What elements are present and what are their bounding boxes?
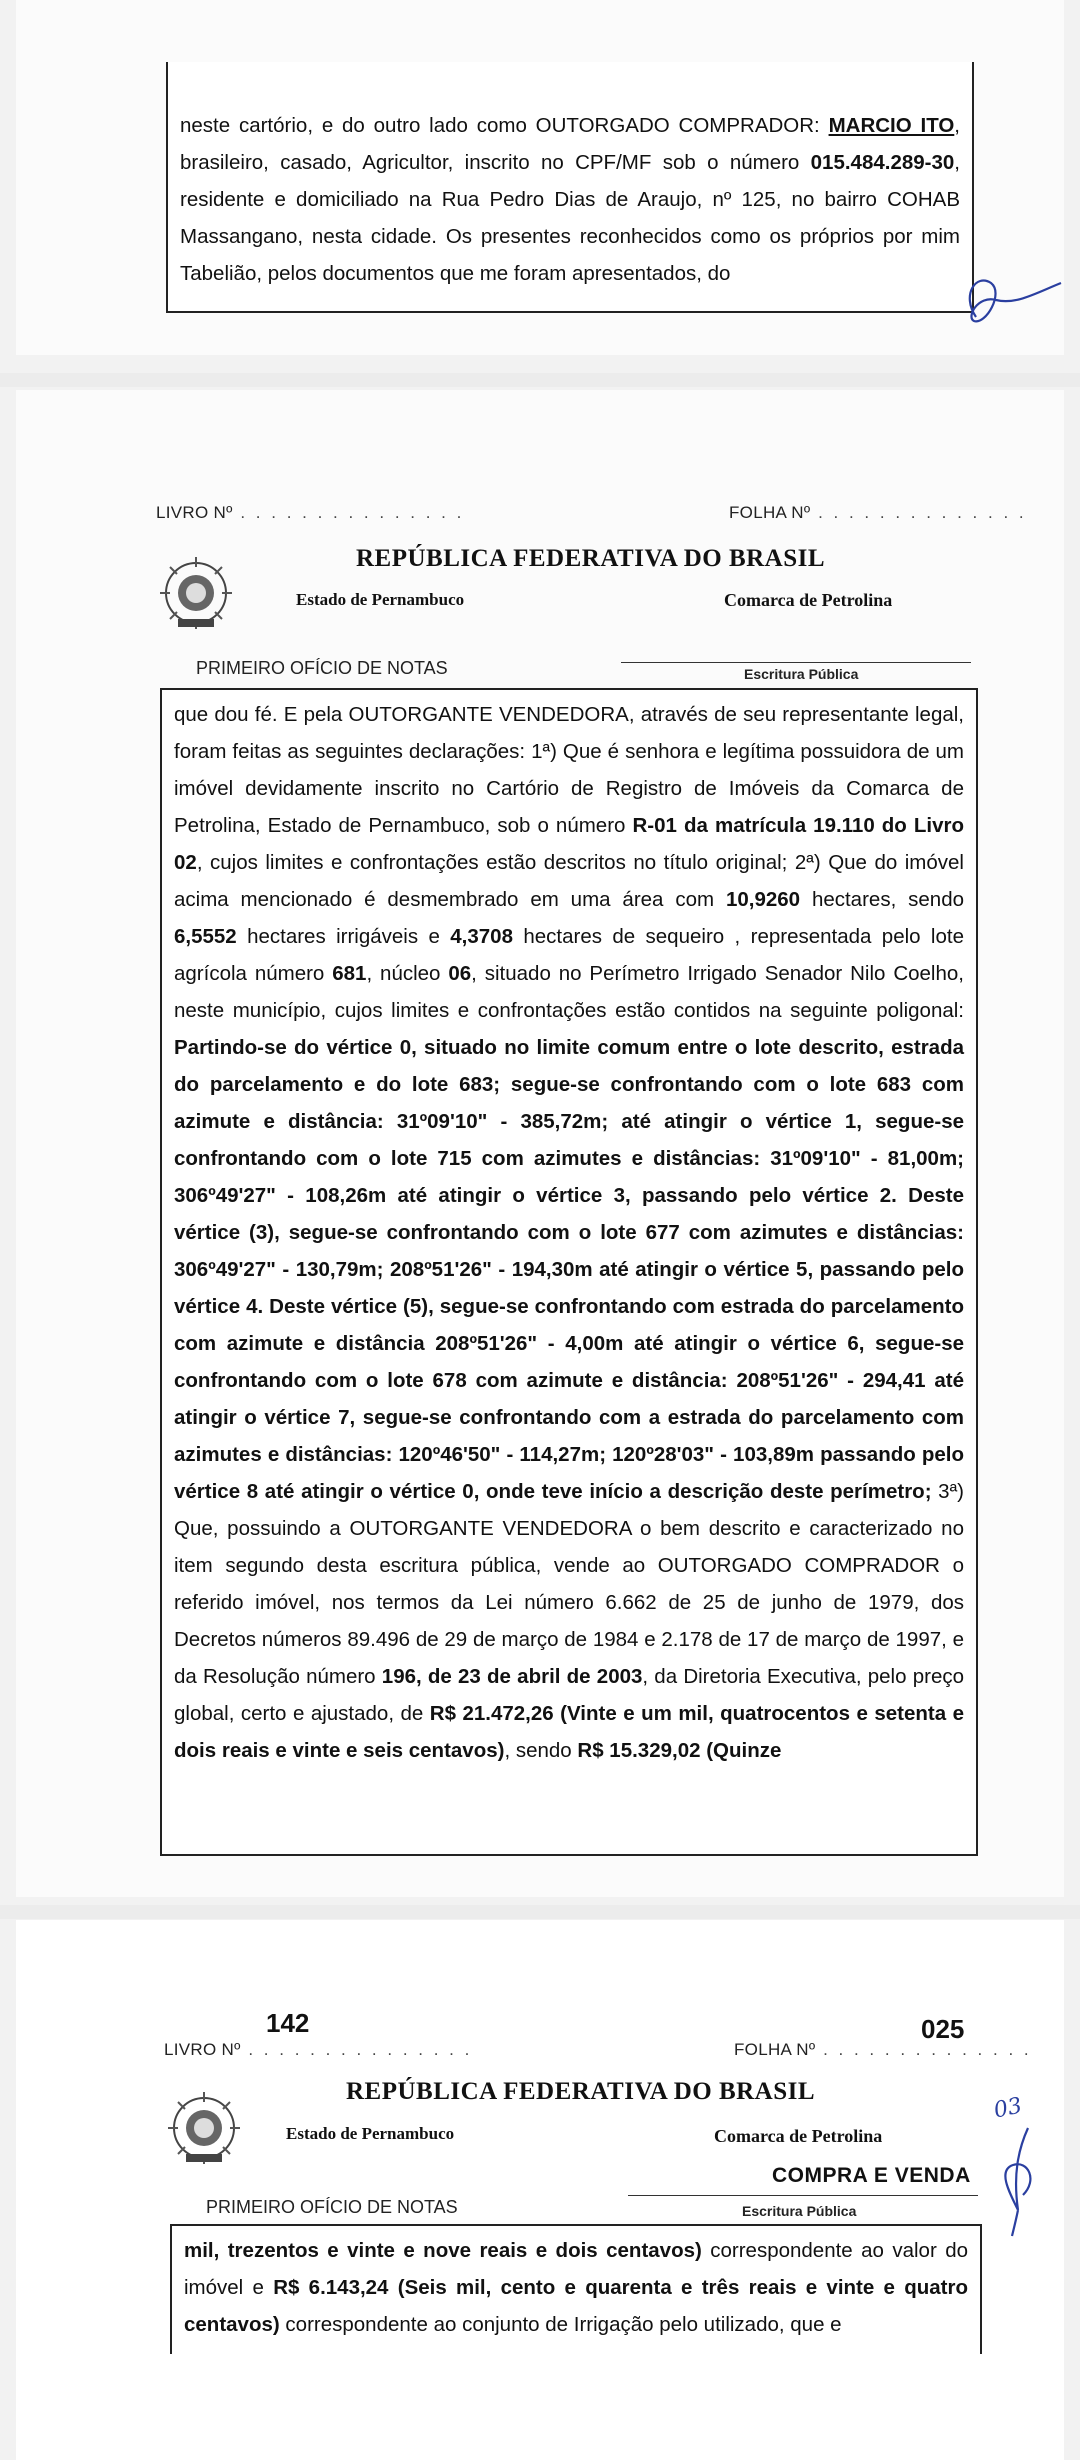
signature-mark — [956, 255, 1064, 335]
doc-type-label: COMPRA E VENDA — [772, 2164, 971, 2187]
page-3-text-box — [170, 2224, 982, 2354]
oficio-label-3: PRIMEIRO OFÍCIO DE NOTAS — [206, 2197, 458, 2217]
page-2-text: que dou fé. E pela OUTORGANTE VENDEDORA, através de seu representante legal, foram feitas as seguintes declarações: 1ª) Que é senhora e legítima possuidora de um imóvel devidamente inscrito no Cartório de Registro de Imóveis da Comarca de Petrolina, Estado de Pernambuco, sob o número R-01 da matrícula 19.110 do Livro 02, cujos limites e confrontações estão descritos no título original; 2ª) Que do imóvel acima mencionado é desmembrado em uma área com 10,9260 hectares, sendo 6,5552 hectares irrigáveis e 4,3708 hectares de sequeiro , representada pelo lote agrícola número 681, núcleo 06, situado no Perímetro Irrigado Senador Nilo Coelho, neste município, cujos limites e confrontações estão contidos na seguinte poligonal: Partindo-se do vértice 0, situado no limite comum entre o lote descrito, estrada do parcelamento e do lote 683; segue-se confrontando com o lote 683 com azimute e distância: 31º09'10" - 385,72m; até atingir o vértice 1, segue-se confrontando com o lote 715 com azimutes e distâncias: 31º09'10" - 81,00m; 306º49'27" - 108,26m até atingir o vértice 3, passando pelo vértice 2. Deste vértice (3), segue-se confrontando com o lote 677 com azimutes e distâncias: 306º49'27" - 130,79m; 208º51'26" - 194,30m até atingir o vértice 5, passando pelo vértice 4. Deste vértice (5), segue-se confrontando com estrada do parcelamento com azimute e distância 208º51'26" - 4,00m até atingir o vértice 6, segue-se confrontando com o lote 678 com azimute e distância: 208º51'26" - 294,41 até atingir o vértice 7, segue-se confrontando com a estrada do parcelamento com azimutes e distâncias: 120º46'50" - 114,27m; 120º28'03" - 103,89m passando pelo vértice 8 até atingir o vértice 0, onde teve início a descrição deste perímetro; 3ª) Que, possuindo a OUTORGANTE VENDEDORA o bem descrito e caracterizado no item segundo desta escritura pública, vende ao OUTORGADO COMPRADOR o referido imóvel, nos termos da Lei número 6.662 de 25 de junho de 1979, dos Decretos números 89.496 de 29 de março de 1984 e 2.178 de 17 de março de 1997, e da Resolução número 196, de 23 de abril de 2003, da Diretoria Executiva, pelo preço global, certo e ajustado, de R$ 21.472,26 (Vinte e um mil, quatrocentos e setenta e dois reais e vinte e seis centavos), sendo R$ 15.329,02 (Quinze — [174, 703, 965, 1762]
escritura-line-3 — [628, 2195, 978, 2196]
comarca-label: Comarca de Petrolina — [724, 590, 893, 610]
oficio-label: PRIMEIRO OFÍCIO DE NOTAS — [196, 658, 448, 678]
escritura-label: Escritura Pública — [744, 666, 859, 682]
estado-label-3: Estado de Pernambuco — [286, 2124, 455, 2143]
livro-label: LIVRO Nº . . . . . . . . . . . . . . . — [156, 503, 465, 522]
page-1-text: neste cartório, e do outro lado como OUTORGADO COMPRADOR: MARCIO ITO, brasileiro, casado, Agricultor, inscrito no CPF/MF sob o número 015.484.289-30, residente e domiciliado na Rua Pedro Dias de Araujo, nº 125, no bairro COHAB Massangano, nesta cidade. Os presentes reconhecidos como os próprios por mim Tabelião, pelos documentos que me foram apresentados, do — [180, 114, 960, 285]
livro-label-3: LIVRO Nº . . . . . . . . . . . . . . . — [164, 2040, 473, 2059]
estado-label: Estado de Pernambuco — [296, 590, 465, 609]
initials-mark — [988, 2120, 1058, 2240]
page-1-text-box — [166, 62, 974, 313]
escritura-line — [621, 662, 971, 663]
page-1 — [16, 0, 1064, 355]
republic-title-3: REPÚBLICA FEDERATIVA DO BRASIL — [346, 2078, 816, 2105]
folha-label-3: FOLHA Nº . . . . . . . . . . . . . . — [734, 2040, 1032, 2059]
livro-number: 142 — [266, 2008, 310, 2038]
comarca-label-3: Comarca de Petrolina — [714, 2126, 883, 2146]
republic-title: REPÚBLICA FEDERATIVA DO BRASIL — [356, 545, 826, 572]
folha-number: 025 — [921, 2014, 965, 2044]
handwritten-note: 03 — [991, 2093, 1025, 2124]
escritura-label-3: Escritura Pública — [742, 2203, 857, 2219]
coat-of-arms-emblem — [156, 553, 236, 633]
coat-of-arms-emblem-3 — [164, 2088, 244, 2168]
page-2-text-box — [160, 688, 978, 1856]
folha-label: FOLHA Nº . . . . . . . . . . . . . . — [729, 503, 1027, 522]
page-2 — [16, 390, 1064, 1897]
page-3-text: mil, trezentos e vinte e nove reais e dois centavos) correspondente ao valor do imóvel e R$ 6.143,24 (Seis mil, cento e quarenta e três reais e vinte e quatro centavos) correspondente ao conjunto de Irrigação pelo utilizado, que e — [184, 2239, 969, 2336]
page-3 — [16, 1920, 1064, 2460]
